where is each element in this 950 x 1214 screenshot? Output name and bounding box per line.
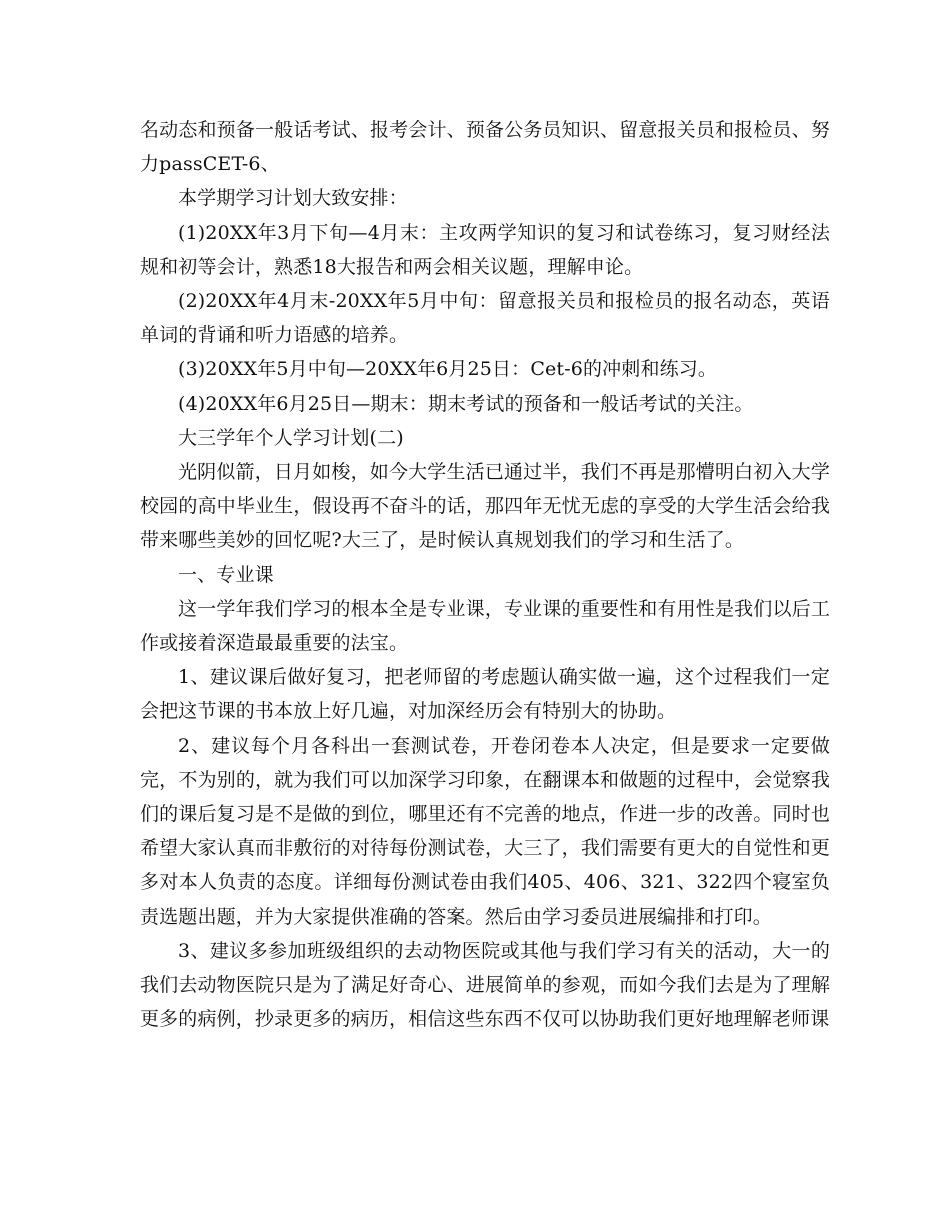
paragraph: 2、建议每个月各科出一套测试卷，开卷闭卷本人决定，但是要求一定要做完，不为别的，就为我们可以加深学习印象，在翻课本和做题的过程中，会觉察我们的课后复习是不是做的到位，哪里还有不完善的地点，作进一步的改善。同时也希望大家认真而非敷衍的对待每份测试卷，大三了，我们需要有更大的自觉性和更多对本人负责的态度。详细每份测试卷由我们405、406、321、322四个寝室负责选题出题，并为大家提供准确的答案。然后由学习委员进展编排和打印。 [140,734,830,928]
paragraph: 光阴似箭，日月如梭，如今大学生活已通过半，我们不再是那懵明白初入大学校园的高中毕业生，假设再不奋斗的话，那四年无忧无虑的享受的大学生活会给我带来哪些美妙的回忆呢?大三了，是时候认真规划我们的学习和生活了。 [140,461,830,552]
section-heading: 一、专业课 [178,563,274,586]
paragraph: 3、建议多参加班级组织的去动物医院或其他与我们学习有关的活动，大一的我们去动物医院只是为了满足好奇心、进展简单的参观，而如今我们去是为了理解更多的病例，抄录更多的病历，相信这些东西不仅可以协助我们更好地理解老师课 [140,939,830,1031]
paragraph: 这一学年我们学习的根本全是专业课，专业课的重要性和有用性是我们以后工作或接着深造最最重要的法宝。 [140,597,830,655]
paragraph: 1、建议课后做好复习，把老师留的考虑题认确实做一遍，这个过程我们一定会把这节课的书本放上好几遍，对加深经历会有特别大的协助。 [140,666,830,723]
paragraph: (3)20XX年5月中旬—20XX年6月25日：Cet-6的冲刺和练习。 [178,358,718,381]
paragraph: (4)20XX年6月25日—期末：期末考试的预备和一般话考试的关注。 [178,392,754,415]
section-heading: 大三学年个人学习计划(二) [178,426,404,449]
paragraph: (1)20XX年3月下旬—4月末：主攻两学知识的复习和试卷练习，复习财经法规和初等会计，熟悉18大报告和两会相关议题，理解申论。 [140,221,830,278]
paragraph: (2)20XX年4月末-20XX年5月中旬：留意报关员和报检员的报名动态，英语单词的背诵和听力语感的培养。 [140,290,830,347]
document-body [140,113,830,1036]
paragraph: 本学期学习计划大致安排： [178,187,408,210]
paragraph: 名动态和预备一般话考试、报考会计、预备公务员知识、留意报关员和报检员、努力passCET-6、 [140,119,830,176]
